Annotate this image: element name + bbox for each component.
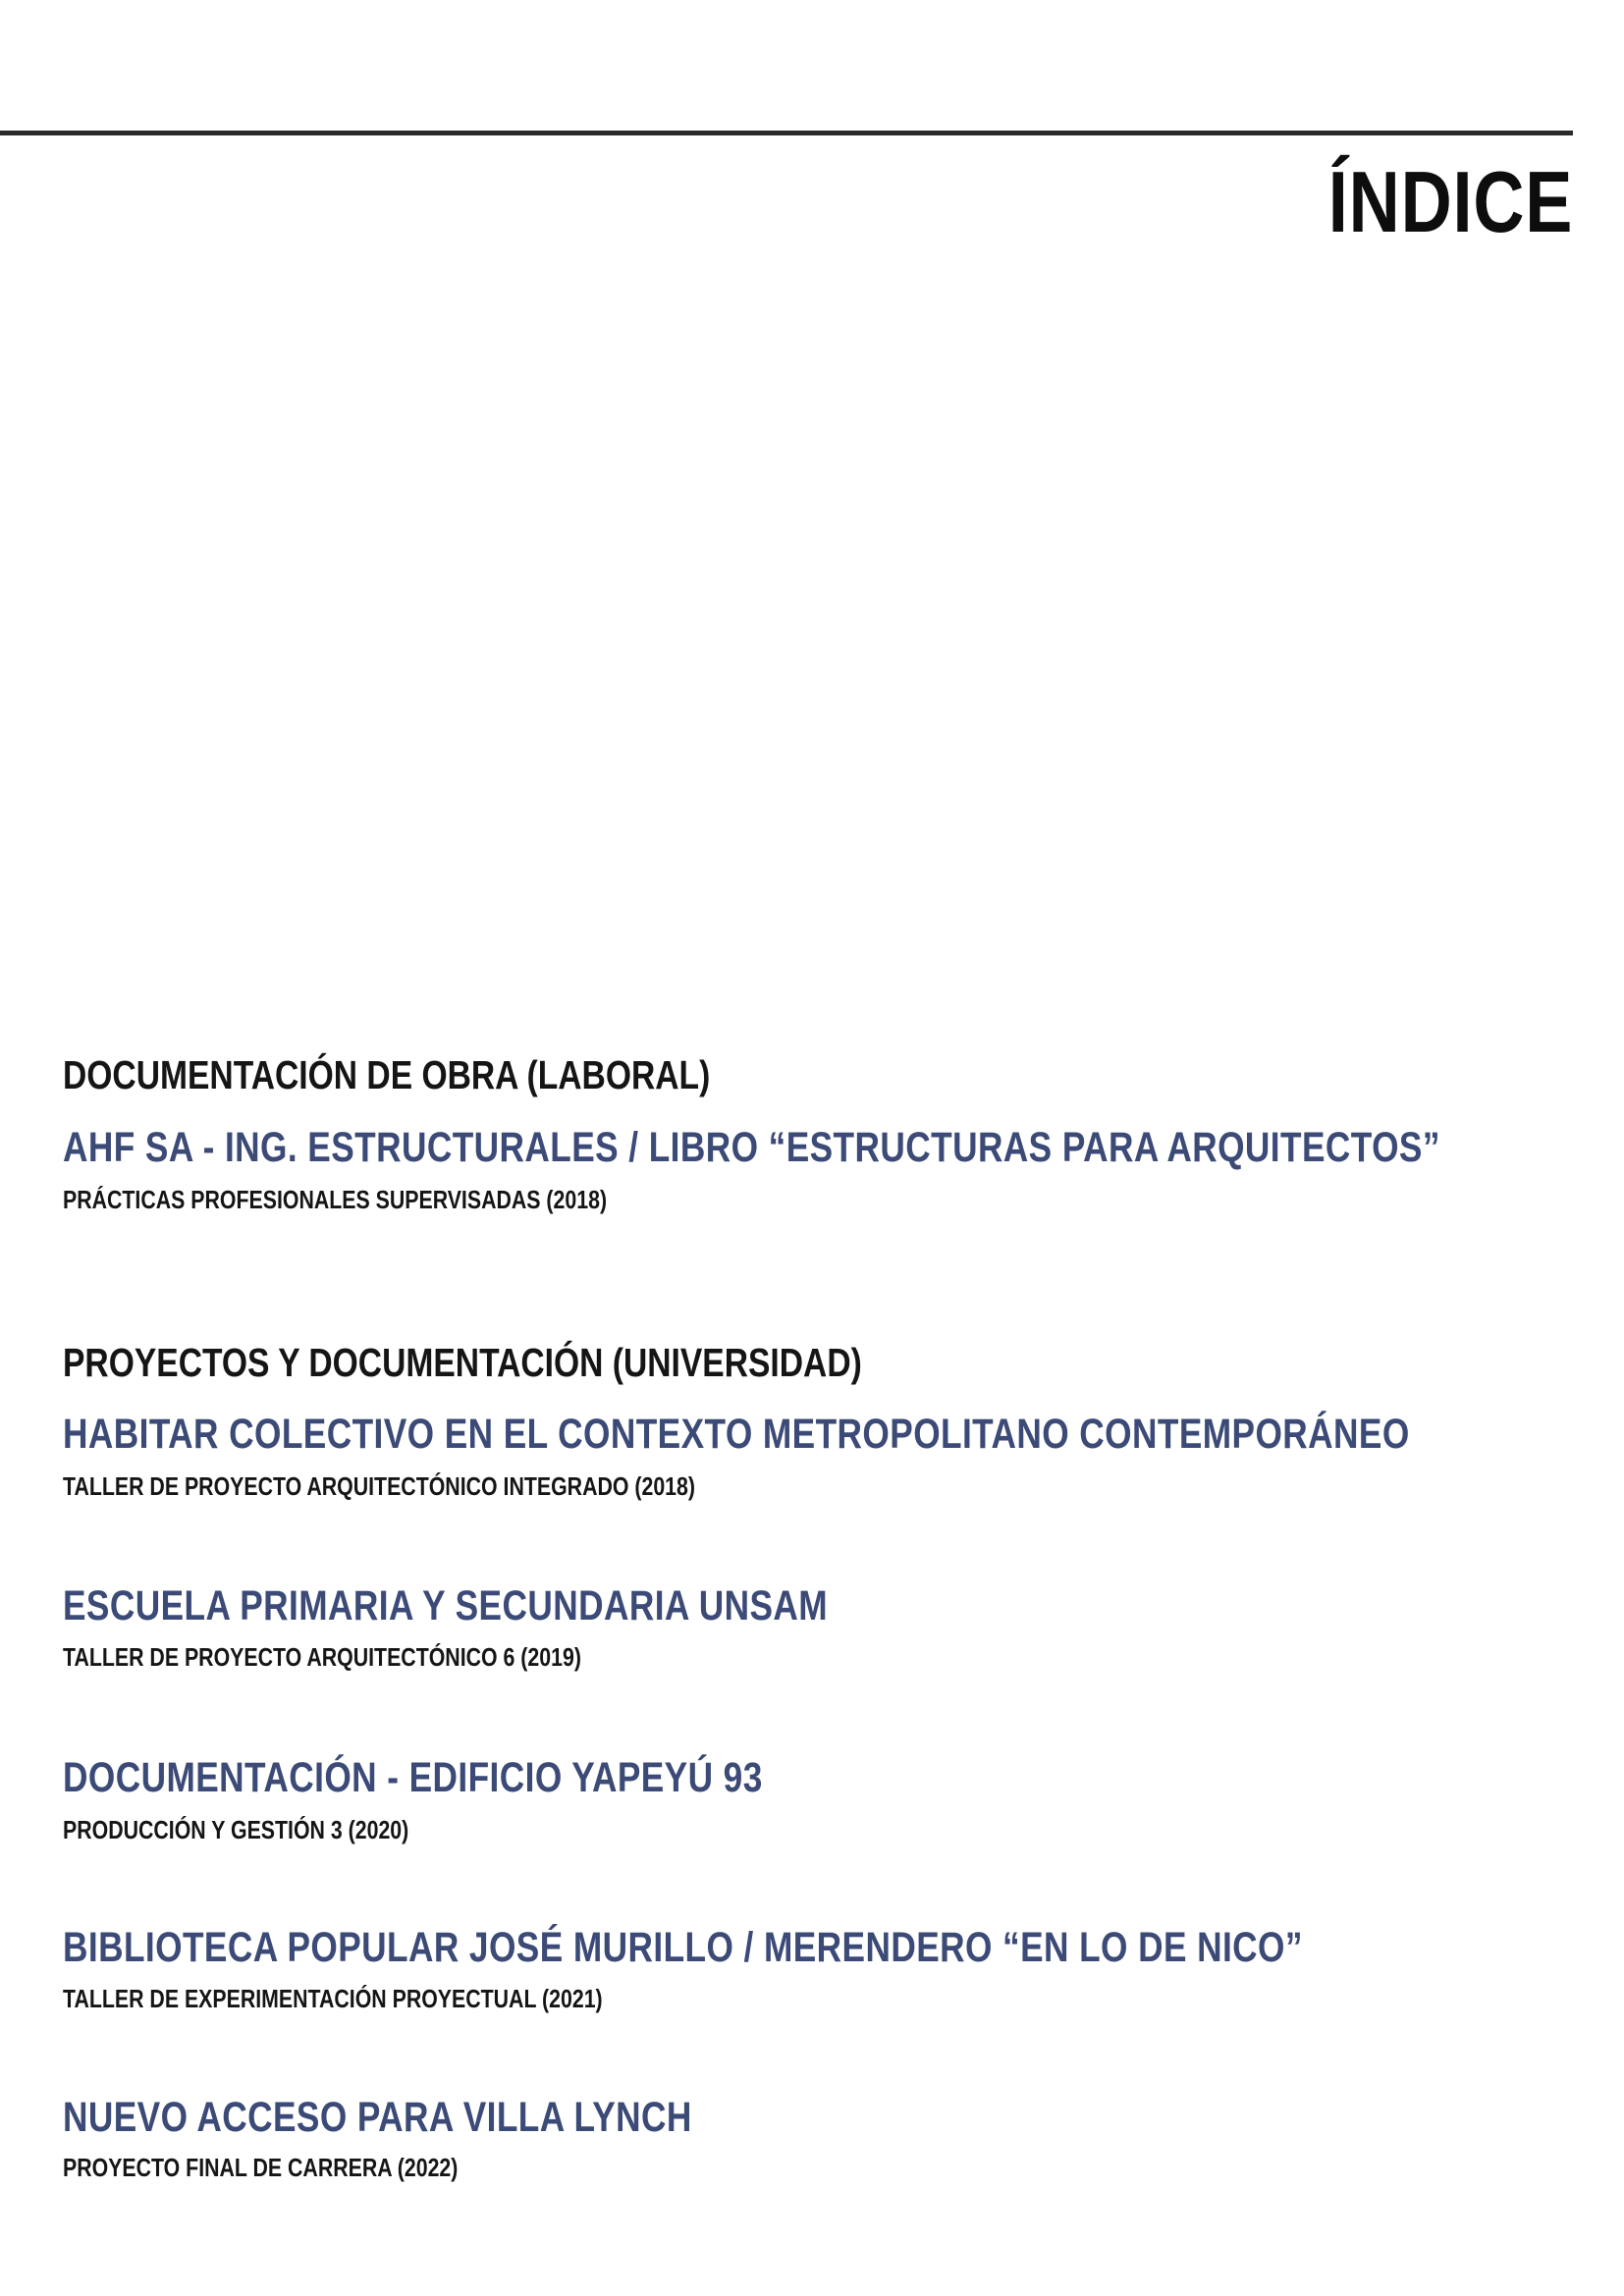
top-divider: [0, 131, 1573, 135]
toc-entry-subtitle: PROYECTO FINAL DE CARRERA (2022): [63, 2153, 459, 2182]
toc-entry-subtitle: TALLER DE PROYECTO ARQUITECTÓNICO 6 (2019): [63, 1642, 581, 1672]
toc-entry-subtitle: PRODUCCIÓN Y GESTIÓN 3 (2020): [63, 1815, 409, 1844]
toc-entry-title[interactable]: ESCUELA PRIMARIA Y SECUNDARIA UNSAM: [63, 1582, 829, 1629]
toc-entry-title[interactable]: NUEVO ACCESO PARA VILLA LYNCH: [63, 2094, 692, 2141]
section-heading-universidad: PROYECTOS Y DOCUMENTACIÓN (UNIVERSIDAD): [63, 1340, 862, 1385]
toc-entry-subtitle: TALLER DE PROYECTO ARQUITECTÓNICO INTEGRADO (2018): [63, 1471, 695, 1501]
toc-entry-title[interactable]: BIBLIOTECA POPULAR JOSÉ MURILLO / MERENDERO “EN LO DE NICO”: [63, 1924, 1303, 1971]
toc-entry-title[interactable]: AHF SA - ING. ESTRUCTURALES / LIBRO “ESTRUCTURAS PARA ARQUITECTOS”: [63, 1124, 1440, 1171]
toc-entry-subtitle: TALLER DE EXPERIMENTACIÓN PROYECTUAL (2021): [63, 1984, 603, 2013]
toc-entry-title[interactable]: HABITAR COLECTIVO EN EL CONTEXTO METROPOLITANO CONTEMPORÁNEO: [63, 1411, 1410, 1458]
toc-entry-subtitle: PRÁCTICAS PROFESIONALES SUPERVISADAS (2018): [63, 1185, 608, 1214]
page-title: ÍNDICE: [1327, 153, 1573, 250]
section-heading-laboral: DOCUMENTACIÓN DE OBRA (LABORAL): [63, 1052, 711, 1097]
toc-entry-title[interactable]: DOCUMENTACIÓN - EDIFICIO YAPEYÚ 93: [63, 1754, 763, 1801]
